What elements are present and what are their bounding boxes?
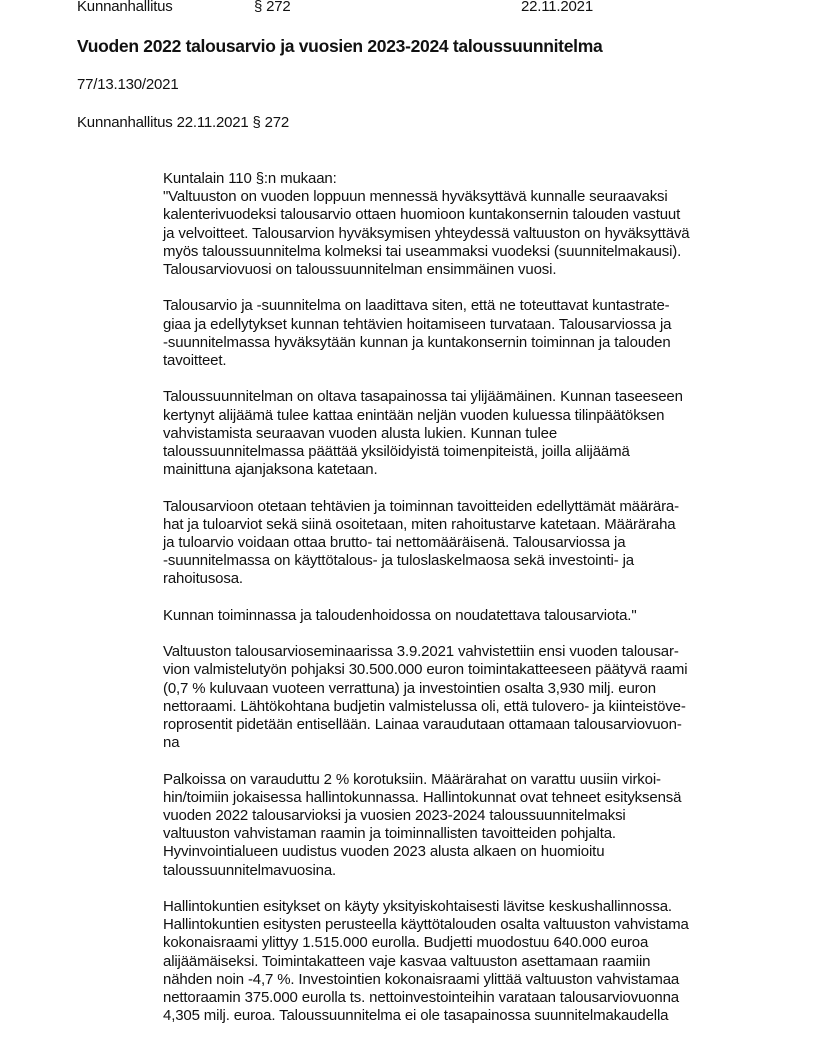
paragraph-salaries — [163, 771, 763, 880]
paragraph-review — [163, 898, 763, 1025]
text-line: na — [163, 734, 180, 752]
text-line: Palkoissa on varauduttu 2 % korotuksiin. Määrärahat on varattu uusiin virkoi- — [163, 770, 661, 788]
header-body-name: Kunnanhallitus — [77, 0, 173, 15]
diary-number: 77/13.130/2021 — [77, 76, 179, 93]
paragraph-seminar — [163, 643, 763, 752]
text-line: Talousarvio ja -suunnitelma on laadittava siten, että ne toteuttavat kuntastrate- — [163, 297, 670, 315]
text-line: nettoraami. Lähtökohtana budjetin valmistelussa oli, että tulovero- ja kiinteistöve- — [163, 697, 686, 715]
text-line: myös taloussuunnitelma kolmeksi tai useammaksi vuodeksi (suunnitelmakausi). — [163, 242, 682, 260]
text-line: kertynyt alijäämä tulee kattaa enintään neljän vuoden kuluessa tilinpäätöksen — [163, 406, 665, 424]
text-line: kalenterivuodeksi talousarvio ottaen huomioon kuntakonsernin talouden vastuut — [163, 206, 681, 224]
document-header — [77, 0, 777, 18]
text-line: vion valmistelutyön pohjaksi 30.500.000 euron toimintakatteeseen päätyvä raami — [163, 661, 688, 679]
paragraph-strategy — [163, 297, 763, 370]
text-line: hat ja tuloarviot sekä siinä osoitetaan, miten rahoitustarve katetaan. Määräraha — [163, 515, 676, 533]
text-line: giaa ja edellytykset kunnan tehtävien hoitamiseen turvataan. Talousarviossa ja — [163, 315, 672, 333]
text-line: taloussuunnitelmavuosina. — [163, 861, 337, 879]
text-line: Hyvinvointialueen uudistus vuoden 2023 alusta alkaen on huomioitu — [163, 843, 605, 861]
document-title: Vuoden 2022 talousarvio ja vuosien 2023-2024 taloussuunnitelma — [77, 36, 603, 56]
text-line: rahoitusosa. — [163, 570, 243, 588]
text-line: ja tuloarvio voidaan ottaa brutto- tai nettomääräisenä. Talousarviossa ja — [163, 534, 626, 552]
text-line: -suunnitelmassa hyväksytään kunnan ja kuntakonsernin toiminnan ja talouden — [163, 333, 671, 351]
text-line: 4,305 milj. euroa. Taloussuunnitelma ei ole tasapainossa suunnitelmakaudella — [163, 1007, 669, 1025]
document-body — [163, 170, 763, 1044]
header-section-number: § 272 — [254, 0, 291, 15]
text-line: valtuuston vahvistaman raamin ja toiminnallisten tavoitteiden pohjalta. — [163, 825, 616, 843]
text-line: hin/toimiin jokaisessa hallintokunnassa. Hallintokunnat ovat tehneet esityksensä — [163, 788, 682, 806]
text-line: Talousarviovuosi on taloussuunnitelman ensimmäinen vuosi. — [163, 261, 557, 279]
text-line: taloussuunnitelmassa päättää yksilöidyistä toimenpiteistä, joilla alijäämä — [163, 443, 630, 461]
text-line: Kuntalain 110 §:n mukaan: — [163, 170, 337, 187]
text-line: nähden noin -4,7 %. Investointien kokonaisraami ylittää valtuuston vahvistamaa — [163, 970, 680, 988]
text-line: Talousarvioon otetaan tehtävien ja toiminnan tavoitteiden edellyttämät määrära- — [163, 497, 679, 515]
text-line: kokonaisraami ylittyy 1.515.000 eurolla. Budjetti muodostuu 640.000 euroa — [163, 934, 649, 952]
paragraph-compliance — [163, 607, 763, 625]
text-line: -suunnitelmassa on käyttötalous- ja tuloslaskelmaosa sekä investointi- ja — [163, 552, 634, 570]
text-line: vahvistamista seuraavan vuoden alusta lukien. Kunnan tulee — [163, 424, 558, 442]
text-line: ja velvoitteet. Talousarvion hyväksymisen yhteydessä valtuuston on hyväksyttävä — [163, 224, 690, 242]
text-line: vuoden 2022 talousarvioksi ja vuosien 2023-2024 taloussuunnitelmaksi — [163, 807, 626, 825]
text-line: tavoitteet. — [163, 352, 227, 370]
text-line: "Valtuuston on vuoden loppuun mennessä hyväksyttävä kunnalle seuraavaksi — [163, 188, 668, 206]
text-line: alijäämäiseksi. Toimintakatteen vaje kasvaa valtuuston asettamaan raamiin — [163, 952, 651, 970]
text-line: nettoraamin 375.000 eurolla ts. nettoinvestointeihin varataan talousarviovuonna — [163, 989, 679, 1007]
paragraph-balance — [163, 388, 763, 479]
text-line: Hallintokuntien esitysten perusteella käyttötalouden osalta valtuuston vahvistama — [163, 916, 689, 934]
text-line: Valtuuston talousarvioseminaarissa 3.9.2021 vahvistettiin ensi vuoden talousar- — [163, 643, 679, 661]
meeting-reference: Kunnanhallitus 22.11.2021 § 272 — [77, 114, 290, 131]
text-line: (0,7 % kuluvaan vuoteen verrattuna) ja investointien osalta 3,930 milj. euron — [163, 679, 656, 697]
header-date: 22.11.2021 — [521, 0, 593, 15]
text-line: mainittuna ajanjaksona katetaan. — [163, 461, 378, 479]
text-line: Taloussuunnitelman on oltava tasapainossa tai ylijäämäinen. Kunnan taseeseen — [163, 388, 683, 406]
paragraph-kuntalaki-quote — [163, 170, 763, 279]
text-line: Hallintokuntien esitykset on käyty yksityiskohtaisesti lävitse keskushallinnossa. — [163, 898, 672, 916]
text-line: roprosentit pidetään entisellään. Lainaa varaudutaan ottamaan talousarviovuon- — [163, 716, 682, 734]
text-line: Kunnan toiminnassa ja taloudenhoidossa on noudatettava talousarviota." — [163, 606, 637, 624]
paragraph-appropriations — [163, 498, 763, 589]
